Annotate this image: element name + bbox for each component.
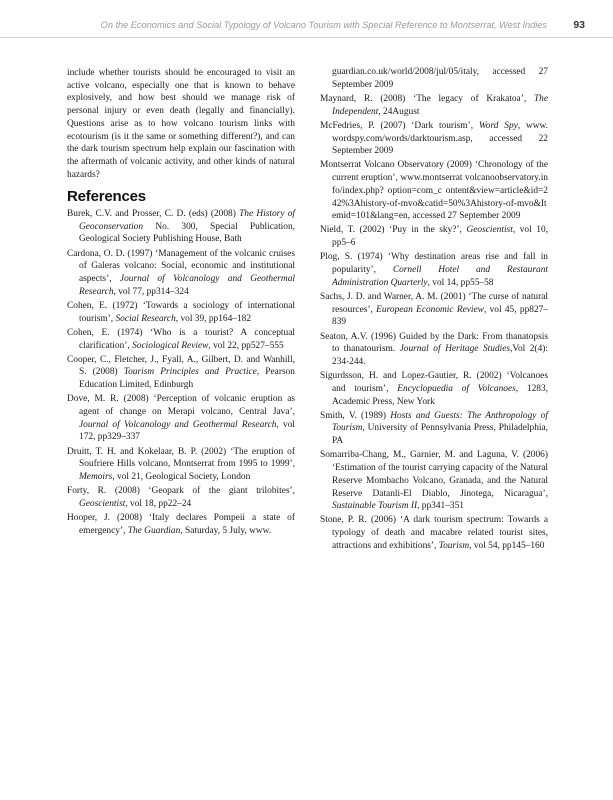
left-column (67, 67, 295, 539)
page-number: 93 (573, 19, 585, 31)
reference-entry: Burek, C.V. and Prosser, C. D. (eds) (2008) The History of Geoconservation No. 300, Special Publication, Geological Society Publishing House, Bath (67, 209, 295, 245)
reference-entry: Maynard, R. (2008) ‘The legacy of Krakatoa’, The Independent, 24August (320, 93, 548, 117)
intro-paragraph: include whether tourists should be encouraged to visit an active volcano, especially one that is known to behave explosively, and how best should we manage risk of personal injury or even death (legally and financially). Questions arise as to how volcano tourism links with ecotourism (is it the same or something different?), and can the dark tourism spectrum help explain our fascination with the aftermath of volcanic activity, and other kinds of natural hazards? (67, 68, 295, 180)
reference-entry: guardian.co.uk/world/2008/jul/05/italy, accessed 27 September 2009 (332, 67, 548, 90)
reference-entry: Druitt, T. H. and Kokelaar, B. P. (2002) ‘The eruption of Soufriere Hills volcano, Montserrat from 1995 to 1999’, Memoirs, vol 21, Geological Society, London (67, 446, 295, 483)
reference-entry: Somarriba-Chang, M., Garnier, M. and Laguna, V. (2006) ‘Estimation of the tourist carrying capacity of the Natural Reserve Mombacho Volcano, Granada, and the Natural Reserve Datanli-El Diablo, Jinotega, Nicaragua’, Sustainable Tourism II, pp341–351 (320, 450, 548, 512)
reference-entry: McFedries, P. (2007) ‘Dark tourism’, Word Spy, www. wordspy.com/words/darktourism.asp, accessed 22 September 2009 (320, 120, 548, 157)
reference-entry: Dove, M. R. (2008) ‘Perception of volcanic eruption as agent of change on Merapi volcano, Central Java’, Journal of Volcanology and Geothermal Research, vol 172, pp329–337 (67, 394, 295, 443)
reference-entry: Nield, T. (2002) ‘Puy in the sky?’, Geoscientist, vol 10, pp5–6 (320, 225, 548, 249)
reference-entry: Plog, S. (1974) ‘Why destination areas rise and fall in popularity’, Cornell Hotel and Restaurant Administration Quarterly, vol 14, pp55–58 (320, 252, 548, 288)
reference-entry: Montserrat Volcano Observatory (2009) ‘Chronology of the current eruption’, www.montserrat volcanoobservatory.info/index.php? option=com_c ontent&view=article&id=242%3Ahistory-of-mvo&catid=50%3Ahistory-of-mvo&Itemid=101&lang=en, accessed 27 September 2009 (320, 160, 548, 222)
reference-entry: Cardona, O. D. (1997) ‘Management of the volcanic cruises of Galeras volcano: Social, economic and institutional aspects’, Journal of Volcanology and Geothermal Research, vol 77, pp314–324 (67, 248, 295, 297)
running-title: On the Economics and Social Typology of Volcano Tourism with Special Reference to Montserrat, West Indies (100, 20, 547, 30)
reference-entry: Forty, R. (2008) ‘Geopark of the giant trilobites’, Geoscientist, vol 18, pp22–24 (67, 486, 295, 509)
reference-entry: Hooper, J. (2008) ‘Italy declares Pompeii a state of emergency’, The Guardian, Saturday, 5 July, www. (67, 513, 295, 536)
reference-entry: Stone, P. R. (2006) ‘A dark tourism spectrum: Towards a typology of death and macabre related tourist sites, attractions and exhibitions’, Tourism, vol 54, pp145–160 (320, 515, 548, 551)
reference-entry: Cohen, E. (1972) ‘Towards a sociology of international tourism’, Social Research, vol 39, pp164–182 (67, 300, 295, 324)
running-header (0, 0, 613, 38)
reference-entry: Cohen, E. (1974) ‘Who is a tourist? A conceptual clarification’, Sociological Review, vol 22, pp527–555 (67, 327, 295, 351)
header-rule (0, 37, 613, 38)
reference-entry: Seaton, A.V. (1996) Guided by the Dark: From thanatopsis to thanatourism. Journal of Heritage Studies,Vol 2(4): 234-244. (320, 331, 548, 367)
reference-entry: Sigurdsson, H. and Lopez-Gautier, R. (2002) ‘Volcanoes and tourism’, Encyclopaedia of Volcanoes, 1283, Academic Press, New York (320, 371, 549, 407)
section-heading: References (67, 188, 146, 206)
reference-entry: Sachs, J. D. and Warner, A. M. (2001) ‘The curse of natural resources’, European Economic Review, vol 45, pp827–839 (320, 291, 549, 328)
right-column (320, 66, 548, 554)
reference-entry: Cooper, C., Fletcher, J., Fyall, A., Gilbert, D. and Wanhill, S. (2008) Tourism Principles and Practice, Pearson Education Limited, Edinburgh (67, 354, 295, 391)
reference-entry: Smith, V. (1989) Hosts and Guests: The Anthropology of Tourism, University of Pennsylvania Press, Philadelphia, PA (320, 410, 548, 447)
reference-list-left (67, 208, 295, 538)
